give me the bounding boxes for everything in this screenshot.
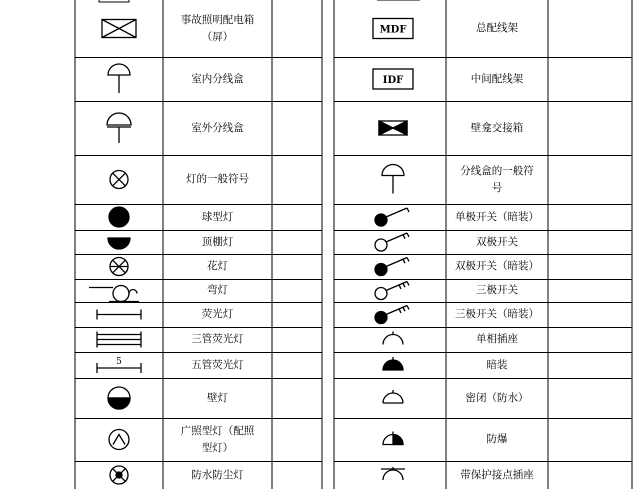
single-pole-switch-concealed-icon xyxy=(375,208,409,226)
left-row-label: 五管荧光灯 xyxy=(191,358,244,371)
right-row-label: 三极开关（暗装） xyxy=(455,308,539,320)
lamp-general-icon xyxy=(110,171,128,189)
right-row-label: 双极开关（暗装） xyxy=(455,260,539,272)
left-row-label: 花灯 xyxy=(207,260,228,272)
right-row-label: 单相插座 xyxy=(476,333,518,345)
chandelier-icon xyxy=(110,258,128,276)
indoor-junction-box-icon xyxy=(108,64,130,93)
left-row-label: 灯的一般符号 xyxy=(186,173,249,185)
junction-box-general-icon xyxy=(382,165,404,194)
socket-concealed-icon xyxy=(383,357,403,370)
double-pole-switch-icon xyxy=(375,233,409,251)
right-row-label: 三极开关 xyxy=(476,284,518,296)
right-row-label: 密闭（防水） xyxy=(465,391,529,404)
right-row-label: 暗装 xyxy=(486,358,508,371)
wall-lamp-icon xyxy=(108,387,130,409)
left-row-label: 顶棚灯 xyxy=(201,235,234,248)
right-row-label: 双极开关 xyxy=(476,235,518,248)
mdf-icon xyxy=(373,19,413,39)
right-row-label: 单极开关（暗装） xyxy=(455,210,539,223)
fluorescent-lamp-icon xyxy=(97,310,141,320)
right-row-label: 分线盒的一般符 号 xyxy=(460,164,534,194)
left-row-label: 壁灯 xyxy=(207,391,228,404)
triple-pole-switch-concealed-icon xyxy=(375,306,409,324)
ball-lamp-icon xyxy=(109,207,129,227)
outdoor-junction-box-icon xyxy=(107,113,131,143)
right-row-label: 总配线架 xyxy=(476,22,518,34)
five-tube-digit: 5 xyxy=(116,357,122,367)
ceiling-lamp-icon xyxy=(108,238,130,249)
five-tube-fluorescent-icon xyxy=(97,357,141,373)
left-row-label: 防水防尘灯 xyxy=(191,468,244,481)
idf-label: IDF xyxy=(382,75,404,86)
three-tube-fluorescent-icon xyxy=(97,332,141,348)
left-row-label: 荧光灯 xyxy=(201,308,234,320)
left-row-label: 事故照明配电箱 （屏） xyxy=(180,13,255,43)
triple-pole-switch-icon xyxy=(375,282,409,300)
right-row-label: 防爆 xyxy=(486,433,508,445)
right-row-label: 壁龛交接箱 xyxy=(470,121,524,134)
right-row-label: 中间配线架 xyxy=(470,72,524,85)
single-phase-socket-icon xyxy=(383,332,403,345)
left-row-label: 室外分线盒 xyxy=(191,121,244,134)
left-row-label: 三管荧光灯 xyxy=(191,333,244,345)
left-row-label: 室内分线盒 xyxy=(191,72,244,85)
left-row-label: 弯灯 xyxy=(207,284,228,296)
mdf-label: MDF xyxy=(379,24,407,36)
wall-niche-cross-box-icon xyxy=(379,121,407,135)
double-pole-switch-concealed-icon xyxy=(375,258,409,276)
socket-with-protective-contact-icon xyxy=(381,467,405,480)
box-with-x-icon xyxy=(102,20,136,38)
socket-explosion-proof-icon xyxy=(383,432,403,445)
socket-sealed-icon xyxy=(383,390,403,403)
right-row-label: 带保护接点插座 xyxy=(460,468,534,481)
left-row-label: 球型灯 xyxy=(201,210,234,223)
wide-angle-lamp-icon xyxy=(109,430,129,450)
waterproof-dustproof-lamp-icon xyxy=(110,466,128,484)
left-row-label: 广照型灯（配照 型灯） xyxy=(180,424,255,454)
bent-lamp-icon xyxy=(89,286,139,302)
idf-icon xyxy=(373,69,413,89)
